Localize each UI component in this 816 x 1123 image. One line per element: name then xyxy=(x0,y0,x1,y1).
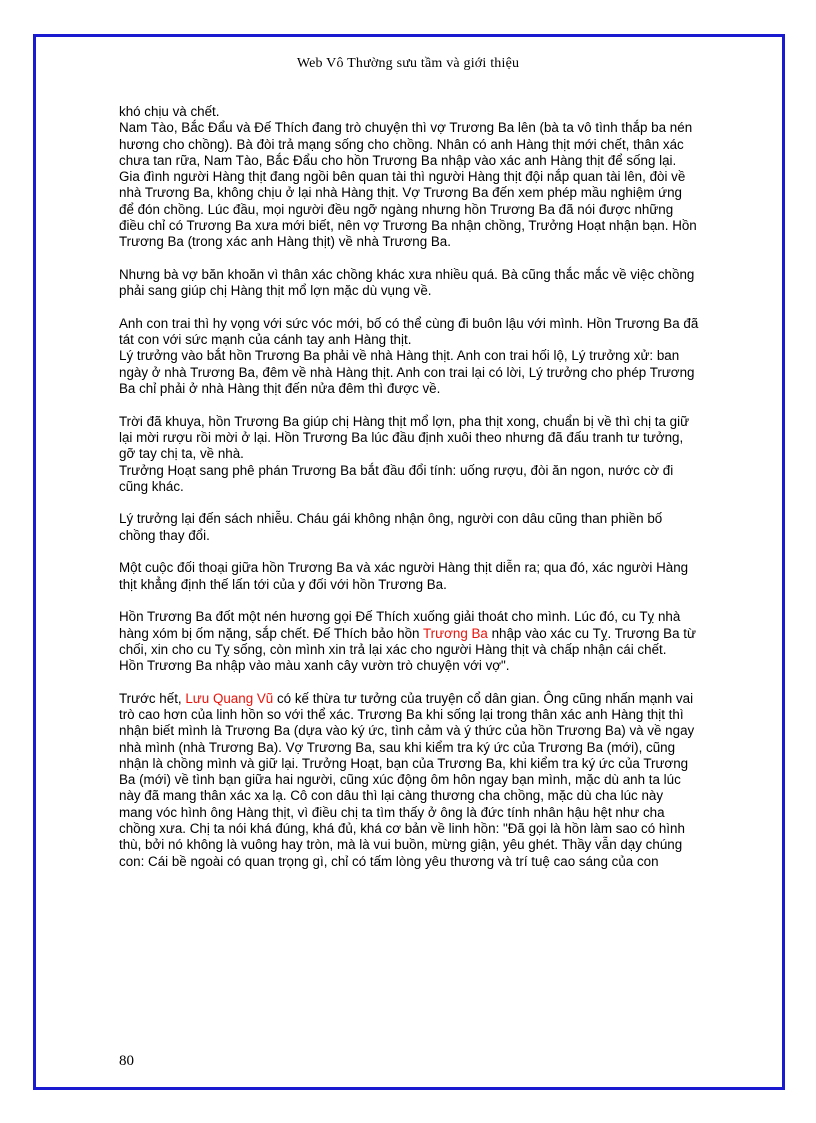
paragraph: khó chịu và chết. xyxy=(119,104,220,119)
paragraph: Anh con trai thì hy vọng với sức vóc mới, bố có thể cùng đi buôn lậu với mình. Hồn Trương Ba đã tát con với sức mạnh của cánh tay anh Hàng thịt. xyxy=(119,315,699,348)
paragraph: Lý trưởng lại đến sách nhiễu. Cháu gái không nhận ông, người con dâu cũng than phiền bố chồng thay đổi. xyxy=(119,511,663,543)
text-run: nhập vào xác cu Tỵ. Trương Ba từ chối, xin cho cu Tỵ sống, còn mình xin trả lại xác cho người Hàng thịt và chấp nhận cái chết. xyxy=(119,625,696,657)
paragraph: Một cuộc đối thoại giữa hồn Trương Ba và xác người Hàng thịt diễn ra; qua đó, xác người Hàng thịt khẳng định thế lấn tới của y đối với hồn Trương Ba. xyxy=(119,560,689,592)
paragraph: Lý trưởng vào bắt hồn Trương Ba phải về nhà Hàng thịt. Anh con trai hối lộ, Lý trưởng xử: ban ngày ở nhà Trương Ba, đêm về nhà Hàng thịt. Anh con trai lại có lời, Lý trưởng cho phép Trương Ba chỉ phải ở nhà Hàng thịt đến nửa đêm thì được về. xyxy=(119,348,695,397)
page-number: 80 xyxy=(119,1053,134,1069)
paragraph xyxy=(119,691,699,870)
paragraph: Hồn Trương Ba nhập vào màu xanh cây vườn trò chuyện với vợ". xyxy=(119,658,510,674)
text-run: Trước hết, xyxy=(119,690,186,706)
page-header: Web Vô Thường sưu tầm và giới thiệu xyxy=(296,56,520,71)
paragraph xyxy=(119,609,699,658)
highlighted-author: Lưu Quang Vũ xyxy=(185,690,274,706)
paragraph: Nhưng bà vợ băn khoăn vì thân xác chồng khác xưa nhiều quá. Bà cũng thắc mắc về việc chồng phải sang giúp chị Hàng thịt mổ lợn mặc dù vụng về. xyxy=(119,266,695,299)
text-run: có kế thừa tư tưởng của truyện cổ dân gian. Ông cũng nhấn mạnh vai trò cao hơn của linh hồn so với thể xác. Trương Ba khi sống lại trong thân xác anh Hàng thịt thì nhận biết mình là Trương Ba (dựa vào ký ức, tình cảm và ý thức của hồn Trương Ba) và về ngay nhà mình (nhà Trương Ba). Vợ Trương Ba, sau khi kiểm tra ký ức của Trương Ba (mới), cũng nhận là chồng mình và giữ lại. Trưởng Hoạt, bạn của Trương Ba, khi kiểm tra ký ức của Trương Ba (mới) về tình bạn giữa hai người, cũng xúc động ôm hôn ngay bạn mình, mặc dù anh ta lúc này đã mang thân xác xa lạ. Cô con dâu thì lại càng thương cha chồng, mặc dù cha lúc này mang vóc hình ông Hàng thịt, vì điều chị ta tìm thấy ở ông là đức tính nhân hậu hệt như cha chồng xưa. Chị ta nói khá đúng, khá đủ, khá cơ bản về linh hồn: "Đã gọi là hồn làm sao có hình thù, bởi nó không là vuông hay tròn, mà là vui buồn, mừng giận, yêu ghét. Thầy vẫn dạy chúng con: Cái bề ngoài có quan trọng gì, chỉ có tấm lòng yêu thương và trí tuệ cao sáng của con xyxy=(119,690,695,869)
paragraph: Trời đã khuya, hồn Trương Ba giúp chị Hàng thịt mổ lợn, pha thịt xong, chuẩn bị về thì chị ta giữ lại mời rượu rồi mời ở lại. Hồn Trương Ba lúc đầu định xuôi theo nhưng đã đấu tranh tư tưởng, gỡ tay chị ta, về nhà. xyxy=(119,413,690,462)
paragraph: Gia đình người Hàng thịt đang ngồi bên quan tài thì người Hàng thịt đội nắp quan tài lên, đòi về nhà Trương Ba, không chịu ở lại nhà Hàng thịt. Vợ Trương Ba đến xem phép mầu nghiệm ứng để đón chồng. Lúc đầu, mọi người đều ngỡ ngàng nhưng hồn Trương Ba đã nói được những điều chỉ có Trương Ba xưa mới biết, nên vợ Trương Ba nhận chồng, Trưởng Hoạt nhận bạn. Hồn Trương Ba (trong xác anh Hàng thịt) về nhà Trương Ba. xyxy=(119,169,697,250)
text-run: Hồn Trương Ba đốt một nén hương gọi Đế Thích xuống giải thoát cho mình. Lúc đó, cu Tỵ nhà hàng xóm bị ốm nặng, sắp chết. Đế Thích bảo hồn xyxy=(119,609,681,641)
paragraph: Nam Tào, Bắc Đẩu và Đế Thích đang trò chuyện thì vợ Trương Ba lên (bà ta vô tình thắp ba nén hương cho chồng). Bà đòi trả mạng sống cho chồng. Nhân có anh Hàng thịt mới chết, thân xác chưa tan rữa, Nam Tào, Bắc Đẩu cho hồn Trương Ba nhập vào xác anh Hàng thịt để sống lại. xyxy=(119,120,693,168)
paragraph: Trưởng Hoạt sang phê phán Trương Ba bắt đầu đổi tính: uống rượu, đòi ăn ngon, nước cờ đi cũng khác. xyxy=(119,462,674,494)
highlighted-name: Trương Ba xyxy=(422,625,488,641)
document-body xyxy=(119,104,699,870)
